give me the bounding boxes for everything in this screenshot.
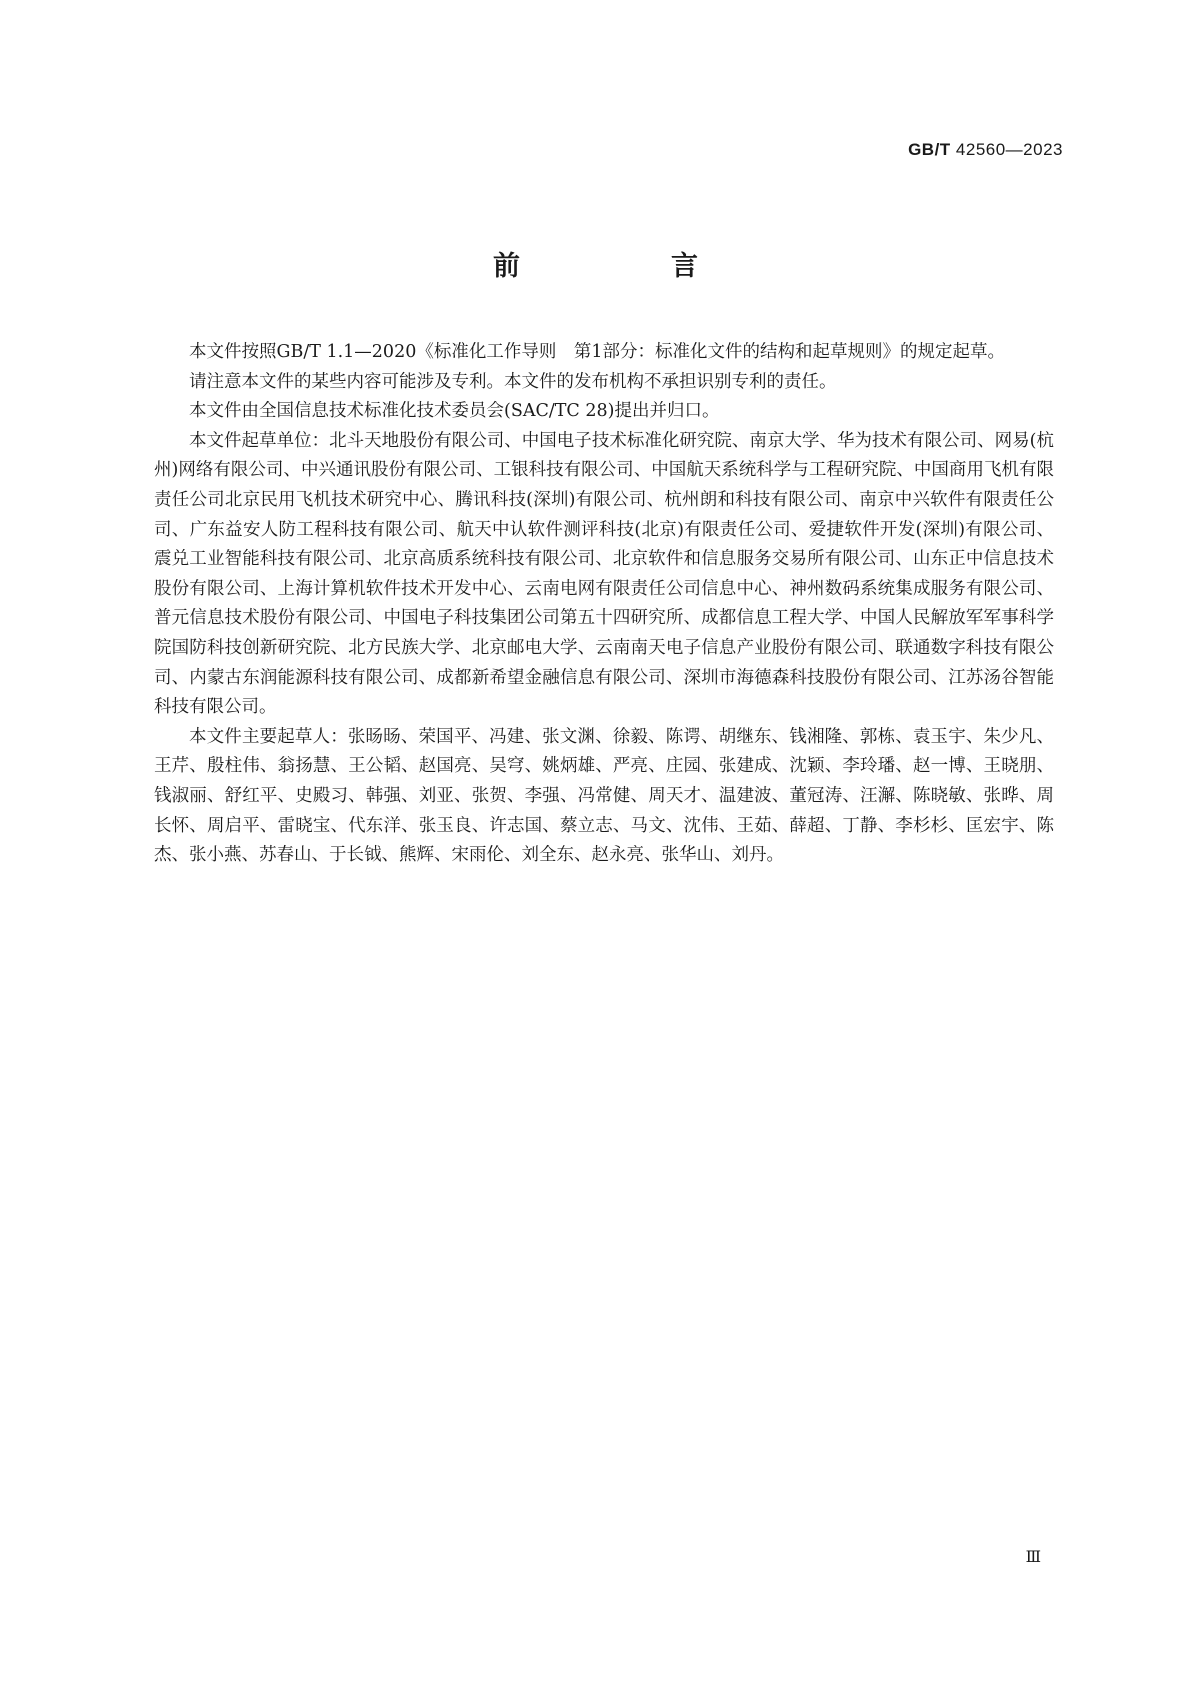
- document-code-prefix: GB/T: [908, 140, 951, 159]
- document-code: [908, 140, 1063, 160]
- paragraph-patent-notice: 请注意本文件的某些内容可能涉及专利。本文件的发布机构不承担识别专利的责任。: [189, 371, 837, 392]
- foreword-body: [154, 338, 1054, 871]
- paragraph-drafting-organizations: 本文件起草单位：北斗天地股份有限公司、中国电子技术标准化研究院、南京大学、华为技术有限公司、网易(杭州)网络有限公司、中兴通讯股份有限公司、工银科技有限公司、中国航天系统科学与工程研究院、中国商用飞机有限责任公司北京民用飞机技术研究中心、腾讯科技(深圳)有限公司、杭州朗和科技有限公司、南京中兴软件有限责任公司、广东益安人防工程科技有限公司、航天中认软件测评科技(北京)有限责任公司、爱捷软件开发(深圳)有限公司、震兑工业智能科技有限公司、北京高质系统科技有限公司、北京软件和信息服务交易所有限公司、山东正中信息技术股份有限公司、上海计算机软件技术开发中心、云南电网有限责任公司信息中心、神州数码系统集成服务有限公司、普元信息技术股份有限公司、中国电子科技集团公司第五十四研究所、成都信息工程大学、中国人民解放军军事科学院国防科技创新研究院、北方民族大学、北京邮电大学、云南南天电子信息产业股份有限公司、联通数字科技有限公司、内蒙古东润能源科技有限公司、成都新希望金融信息有限公司、深圳市海德森科技股份有限公司、江苏汤谷智能科技有限公司。: [154, 430, 1054, 718]
- paragraph-drafting-rules: 本文件按照GB/T 1.1—2020《标准化工作导则 第1部分：标准化文件的结构和起草规则》的规定起草。: [189, 342, 1005, 362]
- paragraph-main-drafters: 本文件主要起草人：张旸旸、荣国平、冯建、张文渊、徐毅、陈谔、胡继东、钱湘隆、郭栋、袁玉宇、朱少凡、王芹、殷柱伟、翁扬慧、王公韬、赵国亮、吴穹、姚炳雄、严亮、庄园、张建成、沈颖、李玲璠、赵一博、王晓朋、钱淑丽、舒红平、史殿习、韩强、刘亚、张贺、李强、冯常健、周天才、温建波、董冠涛、汪澥、陈晓敏、张晔、周长怀、周启平、雷晓宝、代东洋、张玉良、许志国、蔡立志、马文、沈伟、王茹、薛超、丁静、李杉杉、匡宏宇、陈杰、张小燕、苏春山、于长钺、熊辉、宋雨伦、刘全东、赵永亮、张华山、刘丹。: [154, 726, 1054, 866]
- document-code-number: 42560—2023: [955, 140, 1063, 159]
- page-title: 前 言: [493, 251, 760, 282]
- page-number: Ⅲ: [1025, 1547, 1041, 1566]
- paragraph-proposing-committee: 本文件由全国信息技术标准化技术委员会(SAC/TC 28)提出并归口。: [189, 401, 720, 422]
